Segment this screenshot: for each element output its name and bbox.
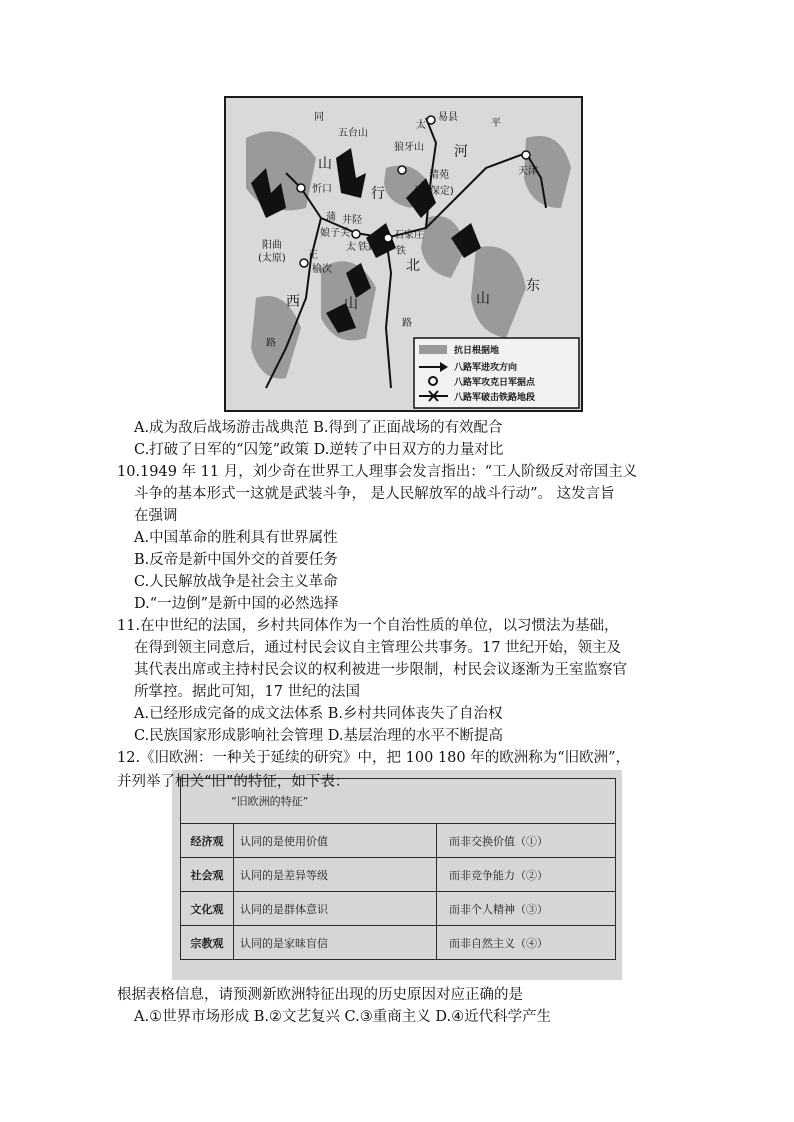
map-label: 河 (454, 144, 468, 160)
map-label: 蒲 (326, 212, 336, 223)
features-table (180, 778, 616, 960)
legend-base-swatch (419, 345, 447, 354)
map-label: (保定) (426, 186, 454, 197)
map-label: 山 (476, 291, 490, 307)
q10-option-a: A.中国革命的胜利具有世界属性 (134, 530, 338, 546)
table-row (181, 892, 616, 926)
legend-label: 八路军破击铁路地段 (454, 393, 536, 403)
q11-stem: 在得到领主同意后，通过村民会议自主管理公共事务。17 世纪开始，领主及 (134, 640, 622, 656)
q10-option-c: C.人民解放战争是社会主义革命 (134, 574, 338, 590)
q12-stem: 12.《旧欧洲：一种关于延续的研究》中，把 100 180 年的欧洲称为“旧欧洲”， (117, 750, 631, 766)
map-label: 榆次 (312, 264, 332, 275)
legend-label: 抗日根据地 (454, 346, 500, 356)
map-label: 正 (308, 250, 318, 261)
table-cell-category: 文化观 (181, 892, 234, 926)
map-label: 同 (314, 112, 324, 123)
table-cell-category: 宗教观 (181, 926, 234, 960)
map-label: 山 (318, 156, 332, 172)
map-label: 清苑 (429, 170, 449, 181)
table-cell-not: 而非自然主义（④） (437, 926, 616, 960)
q10-stem: 斗争的基本形式一这就是武装斗争， 是人民解放军的战斗行动”。 这发言旨 (134, 486, 615, 502)
map-label: 山 (344, 296, 358, 312)
map-label: 路 (266, 338, 276, 349)
q9-options-line1: A.成为敌后战场游击战典范 B.得到了正面战场的有效配合 (134, 420, 503, 436)
q10-option-b: B.反帝是新中国外交的首要任务 (134, 552, 338, 568)
map-label: 娘子关 (320, 228, 350, 239)
table-row (181, 858, 616, 892)
map-label: 忻口 (312, 184, 332, 195)
map-label: 阳曲 (262, 240, 282, 251)
q10-option-d: D.“一边倒”是新中国的必然选择 (134, 596, 339, 612)
map-label: 五台山 (338, 128, 368, 139)
q10-stem: 在强调 (134, 508, 178, 524)
q11-options-line2: C.民族国家形成影响社会管理 D.基层治理的水平不断提高 (134, 728, 504, 744)
q11-stem: 其代表出席或主持村民会议的权利被进一步限制，村民会议逐渐为王室监察官 (134, 662, 627, 678)
map-label: 铁 (396, 246, 406, 257)
table-cell-old: 认同的是群体意识 (234, 892, 437, 926)
map-label: 易县 (438, 112, 458, 123)
battle-map (224, 96, 583, 412)
legend-label: 八路军攻克日军据点 (454, 378, 536, 388)
q12-question: 根据表格信息，请预测新欧洲特征出现的历史原因对应正确的是 (117, 987, 523, 1003)
map-label: 汉 (414, 186, 424, 197)
map-label: 西 (286, 294, 300, 310)
map-legend (414, 338, 579, 408)
legend-label: 八路军进攻方向 (454, 363, 518, 373)
map-label: 太 (346, 242, 356, 253)
features-table-photo (172, 770, 622, 980)
legend-stronghold-icon (429, 377, 437, 385)
map-label: 路 (402, 318, 412, 329)
q10-stem: 10.1949 年 11 月，刘少奇在世界工人理事会发言指出：“工人阶级反对帝国主义 (117, 464, 638, 480)
map-label: 平 (491, 118, 501, 129)
q11-stem: 所掌控。据此可知，17 世纪的法国 (134, 684, 361, 700)
table-header: “旧欧洲的特征” (181, 779, 616, 824)
table-cell-category: 社会观 (181, 858, 234, 892)
table-cell-not: 而非交换价值（①） (437, 824, 616, 858)
map-label: 东 (526, 278, 540, 294)
map-label: 太 (416, 120, 426, 131)
q9-options-line2: C.打破了日军的“囚笼”政策 D.逆转了中日双方的力量对比 (134, 442, 504, 458)
table-cell-old: 认同的是差异等级 (234, 858, 437, 892)
map-label: 天津 (518, 166, 538, 177)
table-row (181, 926, 616, 960)
map-label: (太原) (258, 253, 286, 264)
q12-options: A.①世界市场形成 B.②文艺复兴 C.③重商主义 D.④近代科学产生 (134, 1009, 552, 1025)
table-cell-old: 认同的是使用价值 (234, 824, 437, 858)
q11-options-line1: A.已经形成完备的成文法体系 B.乡村共同体丧失了自治权 (134, 706, 503, 722)
map-label: 铁路 (358, 242, 378, 253)
map-label: 行 (371, 186, 385, 202)
table-cell-category: 经济观 (181, 824, 234, 858)
table-cell-not: 而非竞争能力（②） (437, 858, 616, 892)
map-label: 北 (406, 258, 420, 274)
table-cell-old: 认同的是家昧盲信 (234, 926, 437, 960)
map-label: 石家庄 (394, 230, 424, 241)
table-row (181, 824, 616, 858)
map-svg (226, 98, 581, 410)
map-label: 狼牙山 (394, 142, 424, 153)
q11-stem: 11.在中世纪的法国，乡村共同体作为一个自治性质的单位，以习惯法为基础， (117, 618, 619, 634)
q12-stem-cont: 并列举了相关“旧”的特征，如下表： (117, 774, 350, 790)
table-cell-not: 而非个人精神（③） (437, 892, 616, 926)
map-label: 井陉 (342, 215, 362, 226)
